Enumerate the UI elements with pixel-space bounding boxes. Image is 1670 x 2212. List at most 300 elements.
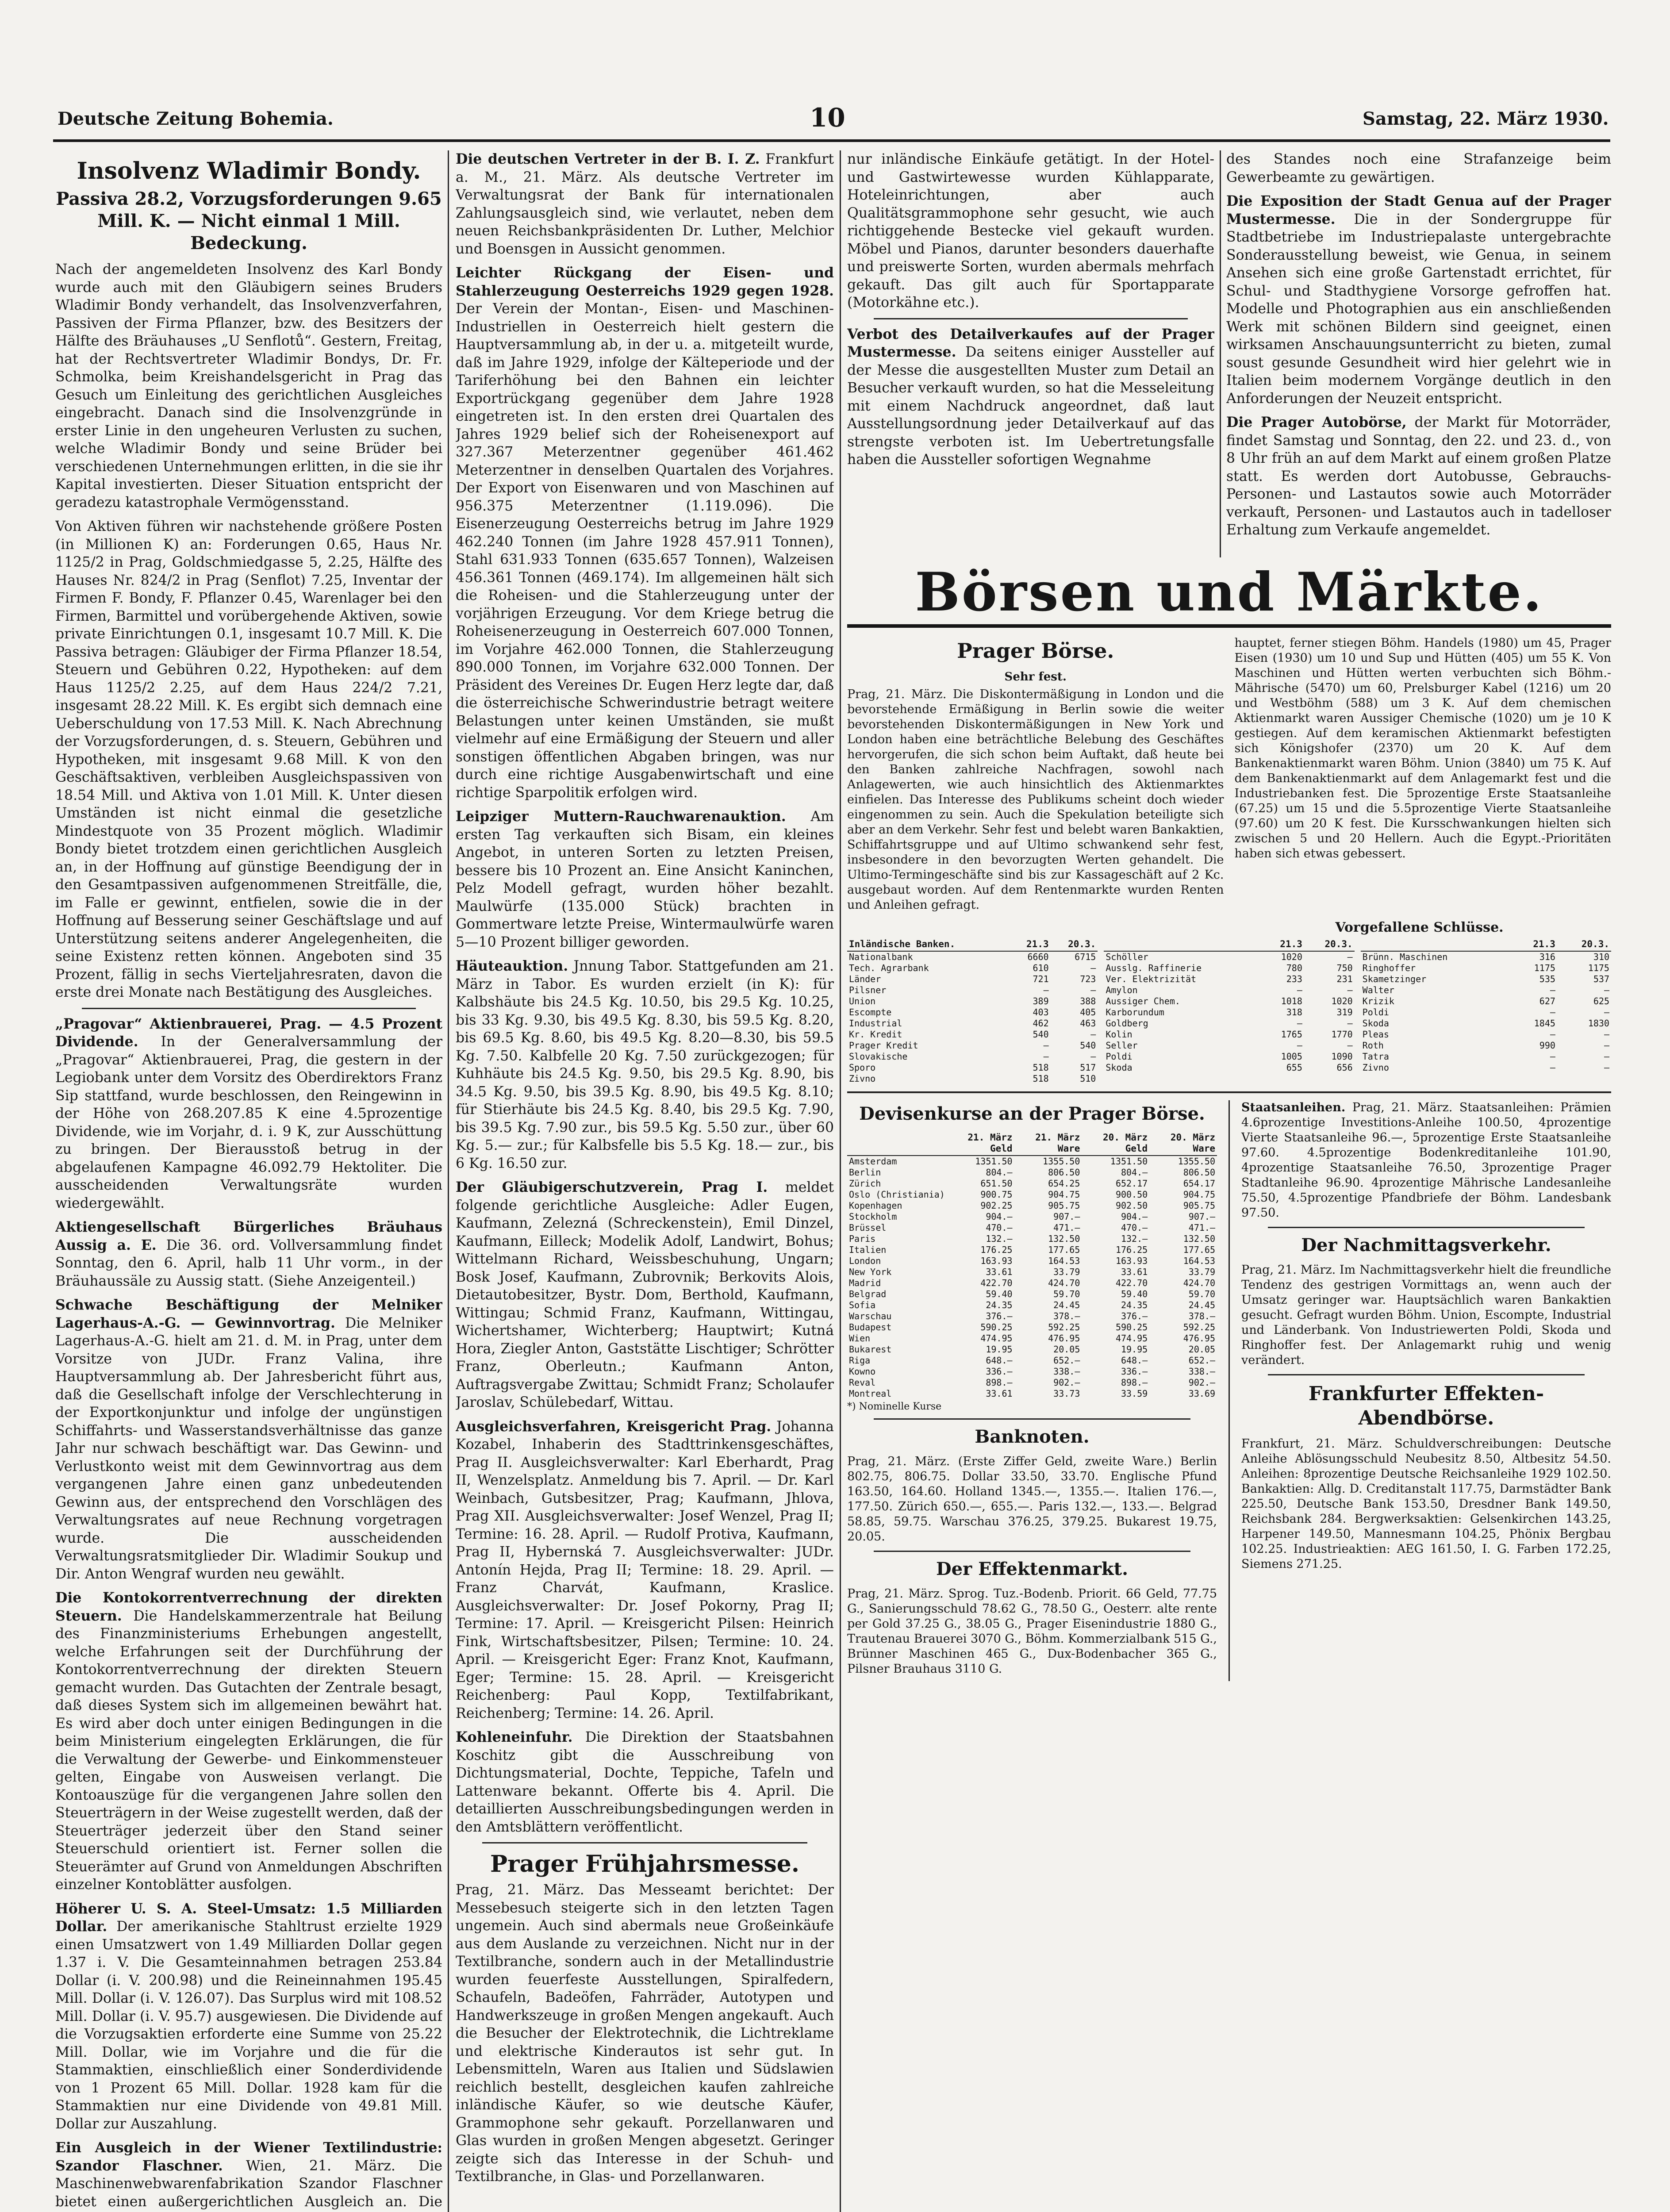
news-kicker: Staatsanleihen.: [1241, 1100, 1346, 1114]
table-row: [847, 1344, 1217, 1355]
table-cell: Montreal: [849, 1388, 892, 1399]
table-cell: Seller: [1106, 1040, 1138, 1051]
news-text: Die Melniker Lagerhaus-A.-G. hielt am 21. d. M. in Prag, unter dem Vorsitze von JUDr. Franz Valina, ihre Hauptversammlung ab. Der Jahresbericht führt aus, daß die Gesellschaft infolge der Verschlechterung in der Exportkonjunktur und infolge der ungünstigen Schiffahrts- und Wasserstandsverhältnisse das ganze Jahr nur schwach beschäftigt war. Das Gewinn- und Verlustkonto weist mit dem Gewinnvortrag aus dem vergangenen Jahre einen ganz unbedeutenden Gewinn aus, der entsprechend den Vorschlägen des Verwaltungsrates auf neue Rechnung vorgetragen wurde. Die ausscheidenden Verwaltungsratsmitglieder Dir. Wladimir Soukup und Dir. Anton Wengraf wurden neu gewählt.: [55, 1315, 442, 1582]
devisen-note: *) Nominelle Kurse: [847, 1401, 942, 1412]
table-cell: Wien: [849, 1333, 871, 1344]
table-cell: Amsterdam: [849, 1156, 897, 1167]
table-cell: 59.40: [986, 1288, 1013, 1299]
table-cell: 723: [1080, 973, 1096, 984]
table-cell: —: [1604, 1062, 1609, 1073]
news-item: [456, 1728, 834, 1836]
table-cell: 24.35: [986, 1299, 1013, 1310]
table-cell: Escompte: [849, 1006, 892, 1018]
table-cell: 900.75: [980, 1189, 1013, 1200]
masthead-rule: [847, 624, 1611, 628]
table-row: [847, 1156, 1217, 1167]
table-cell: 1020: [1281, 951, 1302, 962]
table-cell: 905.75: [1048, 1200, 1080, 1211]
table-row: [847, 1051, 1098, 1062]
news-kicker: Die Prager Autobörse,: [1226, 414, 1407, 430]
table-cell: Länder: [849, 973, 881, 984]
news-text: In der Generalversammlung der „Pragovar“ Aktienbrauerei, Prag, die gestern in der Legiobank unter dem Vorsitz des Oberdirektors Franz Sip stattfand, wurde beschlossen, den Reingewinn in der Höhe von 268.207.85 K eine 4.5prozentige Dividende, wie im Vorjahr, d. i. 9 K, zur Ausschüttung zu bringen. Der Bierausstoß betrug in der abgelaufenen Kampagne 46.092.79 Hektoliter. Die ausscheidenden Verwaltungsräte wurden wiedergewählt.: [55, 1034, 442, 1211]
table-row: [847, 1366, 1217, 1377]
table-cell: 540: [1033, 1029, 1049, 1040]
table-row: [1361, 974, 1611, 985]
table-cell: 904.—: [1121, 1211, 1148, 1222]
table-cell: 721: [1033, 973, 1049, 984]
table-cell: 1175: [1534, 962, 1555, 973]
table-cell: 652.17: [1115, 1178, 1148, 1189]
table-row: [847, 1007, 1098, 1018]
table-cell: 33.79: [1053, 1266, 1080, 1277]
table-cell: 59.70: [1188, 1288, 1215, 1299]
news-item: [456, 264, 834, 802]
table-cell: —: [1550, 1062, 1555, 1073]
table-cell: 424.70: [1048, 1277, 1080, 1288]
table-cell: Reval: [849, 1377, 876, 1388]
news-kicker: Verbot des Detailverkaufes auf der Prager Mustermesse.: [847, 326, 1214, 360]
table-cell: 24.45: [1188, 1299, 1215, 1310]
table-cell: 176.25: [1115, 1244, 1148, 1255]
table-cell: —: [1347, 1040, 1353, 1051]
table-cell: 471.—: [1188, 1222, 1215, 1233]
frankfurter-title: Frankfurter Effekten-Abendbörse.: [1308, 1382, 1544, 1429]
news-item: [1241, 1100, 1611, 1221]
markets-masthead: Börsen und Märkte.: [915, 561, 1543, 623]
news-kicker: „Pragovar“ Aktienbrauerei, Prag. — 4.5 Prozent Dividende.: [55, 1015, 442, 1050]
table-cell: —: [1297, 1040, 1302, 1051]
news-kicker: Schwache Beschäftigung der Melniker Lagerhaus-A.-G. — Gewinnvortrag.: [55, 1297, 442, 1331]
table-row: [847, 1167, 1217, 1178]
table-cell: 6660: [1027, 951, 1049, 962]
table-cell: 648.—: [1121, 1355, 1148, 1366]
table-cell: 163.93: [980, 1255, 1013, 1266]
table-row: [847, 1244, 1217, 1256]
table-cell: 1005: [1281, 1051, 1302, 1062]
table-cell: 1018: [1281, 995, 1302, 1006]
table-row: [1104, 1029, 1354, 1040]
column-rule: [1220, 150, 1221, 557]
table-row: [1361, 1007, 1611, 1018]
news-item: [1226, 192, 1611, 407]
table-row: [847, 1018, 1098, 1029]
table-cell: 132.50: [1183, 1233, 1215, 1244]
divider: [82, 1008, 416, 1009]
news-kicker: Aktiengesellschaft Bürgerliches Bräuhaus Aussig a. E.: [55, 1219, 442, 1253]
table-row: [847, 974, 1098, 985]
nachmittag-text: Prag, 21. März. Im Nachmittagsverkehr hielt die freundliche Tendenz des gestrigen Vormittags an, wenn auch der Umsatz geringer war. Hauptsächlich waren Bankaktien gesucht. Gefragt wurden Böhm. Union, Escompte, Industrial und Länderbank. Von Industriewerten Poldi, Skoda und Ringhoffer fest. Der Anlagemarkt ruhig und wenig verändert.: [1241, 1263, 1611, 1367]
table-cell: 132.50: [1048, 1233, 1080, 1244]
table-cell: Nationalbank: [849, 951, 913, 962]
table-cell: 310: [1593, 951, 1609, 962]
table-row: [847, 1040, 1098, 1051]
table-cell: 1351.50: [1110, 1156, 1148, 1167]
header-paper-name: Deutsche Zeitung Bohemia.: [58, 108, 334, 129]
table-cell: 518: [1033, 1062, 1049, 1073]
table-row: [847, 1200, 1217, 1211]
news-kicker: Kohleneinfuhr.: [456, 1729, 573, 1745]
table-cell: 403: [1033, 1006, 1049, 1018]
table-cell: 905.75: [1183, 1200, 1215, 1211]
table-cell: Berlin: [849, 1167, 881, 1178]
table-row: [1104, 963, 1354, 974]
table-cell: Roth: [1362, 1040, 1384, 1051]
header-rule: [53, 139, 1610, 142]
table-cell: Bukarest: [849, 1344, 892, 1355]
table-row: [847, 1355, 1217, 1366]
table-cell: Zivno: [1362, 1062, 1389, 1073]
table-cell: 592.25: [1183, 1321, 1215, 1333]
table-header: [847, 1131, 947, 1156]
table-cell: 176.25: [980, 1244, 1013, 1255]
table-cell: Italien: [849, 1244, 887, 1255]
table-row: [847, 1189, 1217, 1200]
table-cell: Skametzinger: [1362, 973, 1427, 984]
table-cell: 422.70: [980, 1277, 1013, 1288]
table-cell: 898.—: [986, 1377, 1013, 1388]
table-cell: Zürich: [849, 1178, 881, 1189]
table-cell: 462: [1033, 1018, 1049, 1029]
table-header: 21.3: [1263, 938, 1304, 951]
table-cell: Prager Kredit: [849, 1040, 918, 1051]
table-row: [847, 1300, 1217, 1311]
table-cell: 1765: [1281, 1029, 1302, 1040]
table-cell: 648.—: [986, 1355, 1013, 1366]
table-cell: 470.—: [986, 1222, 1013, 1233]
table-cell: 907.—: [1053, 1211, 1080, 1222]
banknoten-title: Banknoten.: [975, 1426, 1090, 1447]
effekten-title: Der Effektenmarkt.: [936, 1558, 1129, 1579]
table-cell: 518: [1033, 1073, 1049, 1084]
table-cell: Ausslg. Raffinerie: [1106, 962, 1202, 973]
table-cell: 376.—: [1121, 1310, 1148, 1321]
table-cell: 33.79: [1188, 1266, 1215, 1277]
table-cell: 132.—: [1121, 1233, 1148, 1244]
markets-lower-left: [847, 1100, 1217, 1681]
table-cell: 625: [1593, 995, 1609, 1006]
table-header: 20. März Geld: [1082, 1131, 1149, 1156]
table-cell: 590.25: [1115, 1321, 1148, 1333]
table-cell: —: [1347, 1018, 1353, 1029]
table-cell: 627: [1539, 995, 1555, 1006]
table-cell: Kolin: [1106, 1029, 1133, 1040]
article-body: Nach der angemeldeten Insolvenz des Karl Bondy wurde auch mit den Gläubigern seines Bruders Wladimir Bondy verhandelt, das Insolvenzverfahren, Passiven der Firma Pflanzer, bzw. des Besitzers der Hälfte des Bräuhauses „U Senflotů“. Gestern, Freitag, hat der Rechtsvertreter Wladimir Bondys, Dr. Fr. Schmolka, beim Kreishandelsgericht in Prag das Gesuch um Einleitung des gerichtlichen Ausgleiches eingebracht. Danach sind die Insolvenzgründe in erster Linie in den ungeheuren Verlusten zu suchen, welche Wladimir Bondy und seine Brüder bei verschiedenen Unternehmungen erlitten, in die sie ihr Kapital investierten. Dieser Situation entspricht der geradezu katastrophale Vermögensstand.: [55, 261, 442, 511]
table-cell: 422.70: [1115, 1277, 1148, 1288]
table-row: [847, 951, 1098, 963]
table-cell: 1830: [1588, 1018, 1609, 1029]
table-cell: Sporo: [849, 1062, 876, 1073]
table-cell: 1175: [1588, 962, 1609, 973]
table-cell: —: [1090, 1029, 1096, 1040]
column-2: [456, 150, 834, 2212]
news-text: Der amerikanische Stahltrust erzielte 1929 einen Umsatzwert von 1.49 Milliarden Dollar gegen 1.37 i. V. Die Gesamteinnahmen betragen 253.84 Dollar (i. V. 200.98) und die Reineinnahmen 195.45 Mill. Dollar (i. V. 126.07). Das Surplus wird mit 108.52 Mill. Dollar (i. V. 95.7) ausgewiesen. Die Dividende auf die Vorzugsaktien erforderte eine Summe von 25.22 Mill. Dollar, wie im Vorjahre und die für die Stammaktien, einschließlich einer Sonderdividende von 1 Prozent 65 Mill. Dollar. 1928 kam für die Stammaktien nur eine Dividende von 49.81 Mill. Dollar zur Auszahlung.: [55, 1919, 442, 2132]
table-cell: —: [1550, 1006, 1555, 1018]
table-cell: Brüssel: [849, 1222, 887, 1233]
table-cell: —: [1550, 1029, 1555, 1040]
table-row: [847, 985, 1098, 996]
table-cell: 517: [1080, 1062, 1096, 1073]
table-cell: Amylon: [1106, 984, 1138, 995]
news-kicker: Häuteauktion.: [456, 958, 568, 974]
news-item: [456, 957, 834, 1172]
table-cell: Zivno: [849, 1073, 876, 1084]
table-cell: 1770: [1331, 1029, 1353, 1040]
table-cell: Poldi: [1362, 1006, 1389, 1018]
table-row: [1104, 974, 1354, 985]
table-cell: Kowno: [849, 1366, 876, 1377]
effekten-text: Prag, 21. März. Sprog. Tuz.-Bodenb. Priorit. 66 Geld, 77.75 G., Sanierungsschuld 78.62 G., 78.50 G., Oesterr. alte rente per Gold 37.25 G., 38.05 G., Prager Eisenindustrie 1880 G., Trautenau Brauerei 3070 G., Böhm. Kommerzialbank 515 G., Brünner Maschinen 465 G., Dux-Bodenbacher 365 G., Pilsner Brauhaus 3110 G.: [847, 1586, 1217, 1676]
table-cell: Poldi: [1106, 1051, 1133, 1062]
news-item: [55, 1589, 442, 1894]
news-kicker: Höherer U. S. A. Steel-Umsatz: 1.5 Milliarden Dollar.: [55, 1900, 442, 1935]
table-cell: 20.05: [1053, 1344, 1080, 1355]
table-cell: 804.—: [1121, 1167, 1148, 1178]
news-text: Frankfurt a. M., 21. März. Als deutsche Vertreter im Verwaltungsrat der Bank für internationalen Zahlungsausgleich sind, wie verlautet, neben dem neuen Reichsbankpräsidenten Dr. Luther, Melchior und Boensgen in Aussicht genommen.: [456, 151, 834, 257]
table-cell: 535: [1539, 973, 1555, 984]
table-cell: 164.53: [1183, 1255, 1215, 1266]
table-header: 21.3: [1012, 938, 1051, 951]
schluesse-table-b: [1104, 938, 1354, 1073]
table-row: [1361, 1018, 1611, 1029]
table-cell: 33.69: [1188, 1388, 1215, 1399]
table-row: [847, 1278, 1217, 1289]
article-body: Von Aktiven führen wir nachstehende größere Posten (in Millionen K) an: Forderungen 0.65, Haus Nr. 1125/2 in Prag, Goldschmiedgasse 5, 2.25, Hälfte des Hauses Nr. 824/2 in Prag (Senflot) 7.25, Inventar der Firmen F. Bondy, F. Pflanzer 0.45, Warenlager bei den Firmen, Barmittel und vorübergehende Aktiven, sowie private Einrichtungen 0.1, insgesamt 10.7 Mill. K. Die Passiva betragen: Gläubiger der Firma Pflanzer 18.54, Steuern und Gebühren 0.22, Hypotheken: auf dem Haus 1125/2 2.25, auf dem Haus 224/2 7.21, insgesamt 28.22 Mill. K. Es ergibt sich demnach eine Ueberschuldung von 17.53 Mill. K. Nach Abrechnung der Vorzugsforderungen, d. s. Steuern, Gebühren und Hypotheken, mit insgesamt 9.68 Mill. K von den Geschäftsaktiven, verbleiben Ausgleichspassiven von 18.54 Mill. und Aktiva von 1.01 Mill. K. Unter diesen Umständen ist nicht einmal die gesetzliche Mindestquote von 35 Prozent möglich. Wladimir Bondy bietet trotzdem einen gerichtlichen Ausgleich an, in der Hoffnung auf günstige Beendigung der in den Gesamtpassiven aufgenommenen Streitfälle, die, im Falle er gewinnt, entfielen, sowie die in der Hoffnung auf Besserung seiner Geschäftslage und auf Unterstützung seitens anderer Angelegenheiten, die seine Existenz retten können. Angeboten sind 35 Prozent, fällig in sechs Vierteljahresraten, davon die erste drei Monate nach Bestätigung des Ausgleiches.: [55, 518, 442, 1001]
table-row: [847, 996, 1098, 1007]
table-cell: 378.—: [1053, 1310, 1080, 1321]
table-cell: 654.25: [1048, 1178, 1080, 1189]
table-cell: 537: [1593, 973, 1609, 984]
table-cell: 6715: [1075, 951, 1096, 962]
table-cell: 1845: [1534, 1018, 1555, 1029]
article-body: nur inländische Einkäufe getätigt. In der Hotel- und Gastwirtewesse wurden Kühlapparate, Hoteleinrichtungen, aber auch Qualitätsgrammophone sehr gesucht, wie auch richtiggehende Bestecke viel gekauft wurden. Möbel und Pianos, darunter besonders dauerhafte und preiswerte Sorten, wurden abermals mehrfach gekauft. Das gilt auch für Sportapparate (Motorkähne etc.).: [847, 151, 1214, 311]
table-cell: Ver. Elektrizität: [1106, 973, 1197, 984]
table-row: [847, 1267, 1217, 1278]
table-cell: 33.59: [1121, 1388, 1148, 1399]
table-cell: —: [1604, 1029, 1609, 1040]
column-3-top: [847, 150, 1214, 557]
table-row: [1104, 1007, 1354, 1018]
table-cell: —: [1043, 1040, 1049, 1051]
table-cell: —: [1550, 984, 1555, 995]
table-cell: —: [1297, 1018, 1302, 1029]
table-cell: 316: [1539, 951, 1555, 962]
prager-boerse-tendency: Sehr fest.: [1004, 670, 1067, 684]
column-4-top: [1226, 150, 1611, 557]
table-cell: Kopenhagen: [849, 1200, 902, 1211]
column-1: [55, 150, 442, 2212]
table-row: [847, 963, 1098, 974]
table-cell: 902.25: [980, 1200, 1013, 1211]
table-row: [847, 1211, 1217, 1222]
table-row: [847, 1322, 1217, 1333]
table-cell: Paris: [849, 1233, 876, 1244]
article-body: Prag, 21. März. Das Messeamt berichtet: Der Messebesuch steigerte sich in den letzten Tagen ungemein. Auch sind abermals neue Großeinkäufe aus dem Auslande zu verzeichnen. Nicht nur in der Textilbranche, sondern auch in der Metallindustrie wurden feuerfeste Ausstellungen, Spiralfedern, Schaufeln, Badeöfen, Fahrräder, Autotypen und Handwerkszeuge in großen Mengen angekauft. Auch die Besucher der Elektrotechnik, die Lichtreklame und elektrische Kinderautos ist sehr gut. In Lebensmitteln, Waren aus Italien und Südslawien reichlich bestellt, desgleichen kaufen zahlreiche inländische Käufer, so wie deutsche Käufer, Grammophone sehr gekauft. Porzellanwaren und Glas wurden in großen Mengen abgesetzt. Geringer zeigte sich das Interesse in der Schuh- und Textilbranche, in Glas- und Porzellanwaren.: [456, 1882, 834, 2185]
table-cell: Budapest: [849, 1321, 892, 1333]
table-row: [847, 1333, 1217, 1344]
table-cell: 132.—: [986, 1233, 1013, 1244]
table-cell: 610: [1033, 962, 1049, 973]
table-cell: 318: [1286, 1006, 1302, 1018]
news-item: [55, 1900, 442, 2133]
table-cell: 405: [1080, 1006, 1096, 1018]
table-cell: 590.25: [980, 1321, 1013, 1333]
table-cell: 471.—: [1053, 1222, 1080, 1233]
table-cell: 388: [1080, 995, 1096, 1006]
table-row: [1104, 996, 1354, 1007]
news-item: [55, 1218, 442, 1290]
table-cell: 474.95: [980, 1333, 1013, 1344]
divider: [1268, 1374, 1585, 1375]
table-row: [847, 1289, 1217, 1300]
table-cell: 319: [1336, 1006, 1353, 1018]
table-cell: Kr. Kredit: [849, 1029, 902, 1040]
schluesse-title: Vorgefallene Schlüsse.: [1335, 919, 1504, 935]
header-page-number: 10: [810, 103, 845, 133]
table-cell: 904.75: [1048, 1189, 1080, 1200]
table-cell: Madrid: [849, 1277, 881, 1288]
table-cell: Sofia: [849, 1299, 876, 1310]
news-text: Die in der Sondergruppe für Stadtbetriebe im Industriepalaste untergebrachte Sonderausstellung beweist, wie Genua, in seinem Ansehen sich eine große Gartenstadt errichtet, für Schul- und Stadthygiene Vorsorge gefroffen hat. Modelle und Photographien aus ein anschließenden Werk mit schönen Bildern sind geeignet, einen wirksamen Anschauungsunterricht zu bieten, zumal soust gesunde Gesundheit wird hier gelehrt wie in Italien beim modernem Vorgänge deutlich in den Anforderungen der Neuzeit entspricht.: [1226, 211, 1611, 407]
table-cell: 476.95: [1048, 1333, 1080, 1344]
table-cell: 651.50: [980, 1178, 1013, 1189]
news-text: Am ersten Tag verkauften sich Bisam, ein kleines Angebot, in unteren Sorten zu letzten Preisen, bessere bis 10 Prozent an. Eine Ansicht Kaninchen, Pelz Modell gefragt, wurden höher bezahlt. Maulwürfe (135.000 Stück) brachten in Gommertware letzte Preise, Wintermaulwürfe waren 5—10 Prozent billiger geworden.: [456, 809, 834, 950]
table-cell: 33.61: [986, 1388, 1013, 1399]
news-kicker: Der Gläubigerschutzverein, Prag I.: [456, 1179, 768, 1195]
table-row: [1104, 1051, 1354, 1062]
schluesse-table-a: [847, 938, 1098, 1084]
column-rule: [840, 150, 841, 2212]
news-text: Prag, 21. März. Staatsanleihen: Prämien 4.6prozentige Investitions-Anleihe 100.50, 4prozentige Vierte Staatsanleihe 96.—, 5prozentige Erste Staatsanleihe 97.60. 4.5prozentige Bodenkreditanleihe 101.90, 4prozentige Staatsanleihe 76.50, 3prozentige Prager Stadtanleihe 96.90. 4prozentige Mährische Landesanleihe 75.50, 4.5prozentige Pfandbriefe der Böhm. Landesbank 97.50.: [1241, 1100, 1611, 1220]
table-cell: Warschau: [849, 1310, 892, 1321]
column-rule: [448, 150, 449, 2212]
table-cell: Krizik: [1362, 995, 1394, 1006]
table-cell: 1090: [1331, 1051, 1353, 1062]
table-cell: 510: [1080, 1073, 1096, 1084]
table-cell: 652.—: [1053, 1355, 1080, 1366]
table-cell: 904.—: [986, 1211, 1013, 1222]
table-row: [847, 1073, 1098, 1084]
table-cell: 592.25: [1048, 1321, 1080, 1333]
table-cell: Pilsner: [849, 984, 887, 995]
news-item: [1226, 414, 1611, 539]
table-cell: 900.50: [1115, 1189, 1148, 1200]
table-header: 21.3: [1513, 938, 1557, 951]
table-cell: 806.50: [1048, 1167, 1080, 1178]
news-kicker: Die Exposition der Stadt Genua auf der Prager Mustermesse.: [1226, 193, 1611, 227]
table-cell: 907.—: [1188, 1211, 1215, 1222]
table-row: [1361, 1062, 1611, 1073]
table-header: 20.3.: [1051, 938, 1098, 951]
table-cell: 902.—: [1188, 1377, 1215, 1388]
table-cell: Oslo (Christiania): [849, 1189, 945, 1200]
table-cell: —: [1604, 1040, 1609, 1051]
table-cell: —: [1347, 984, 1353, 995]
news-text: Wien, 21. März. Die Maschinenwebwarenfabrikation Szandor Flaschner bietet einen außergerichtlichen Ausgleich an. Die: [55, 2158, 442, 2210]
table-cell: Belgrad: [849, 1288, 887, 1299]
news-text: Der Verein der Montan-, Eisen- und Maschinen-Industriellen in Oesterreich hielt gestern die Hauptversammlung ab, in der u. a. mitgeteilt wurde, daß im Jahre 1929, infolge der Kälteperiode und der Tariferhöhung bei den Bahnen ein leichter Exportrückgang gegenüber dem Jahre 1928 eingetreten ist. In den ersten drei Quartalen des Jahres 1929 belief sich der Roheisenexport auf 327.367 Meterzentner gegenüber 461.462 Meterzentner in denselben Quartalen des Vorjahres. Der Export von Eisenwaren und von Maschinen auf 956.375 Meterzentner (1.119.096). Die Eisenerzeugung Oesterreichs betrug im Jahre 1929 462.240 Tonnen (im Jahre 1928 457.911 Tonnen), Stahl 631.933 Tonnen (635.657 Tonnen), Walzeisen 456.361 Tonnen (469.174). Im allgemeinen hält sich die Roheisen- und die Stahlerzeugung unter der vorjährigen Erzeugung. Vor dem Kriege betrug die Roheisenerzeugung in Oesterreich 607.000 Tonnen, im Vorjahre 462.000 Tonnen, die Stahlerzeugung 890.000 Tonnen, im Vorjahre 632.000 Tonnen. Der Präsident des Vereines Dr. Eugen Herz legte dar, daß die österreichische Schwerindustrie betragt weitere Belastungen unter keinen Umständen, sie mußt vielmehr auf eine Ermäßigung der Steuern und aller sonstigen öffentlichen Abgaben bringen, was nur durch eine richtige Ausgabenwirtschaft und eine richtige Sparpolitik erfolgen wird.: [456, 301, 834, 801]
news-text: Die Handelskammerzentrale hat Beilung des Finanzministeriums Erhebungen angestellt, welche Erfahrungen seit der Durchführung der Kontokorrentverrechnung der direkten Steuern gemacht wurden. Das Gutachten der Zentrale besagt, daß dieses System sich im allgemeinen bewährt hat. Es wird aber doch unter einigen Bedingungen in die beim Ministerium eingelegten Erklärungen, die für die Verwaltung der Gewerbe- und Einkommensteuer gelten, Eingabe von Ausweisen verlangt. Die Kontoauszüge für die vergangenen Jahre sollen den Steuerträgern in der Weise zugestellt werden, daß der Steuerträger jederzeit über den Stand seiner Steuerschuld orientiert ist. Ferner sollen die Steuerämter auf Grund von Anmeldungen Abschriften einzelner Kontoblätter ausfolgen.: [55, 1608, 442, 1893]
table-cell: —: [1550, 1051, 1555, 1062]
table-row: [847, 1178, 1217, 1189]
table-cell: —: [1297, 984, 1302, 995]
table-row: [1104, 1018, 1354, 1029]
table-cell: Goldberg: [1106, 1018, 1148, 1029]
table-cell: 59.70: [1053, 1288, 1080, 1299]
table-cell: 19.95: [986, 1344, 1013, 1355]
news-text: Johanna Kozabel, Inhaberin des Stadttrinkensgeschäftes, Prag II. Ausgleichsverwalter: Karl Eberhardt, Prag II, Wenzelsplatz. Anmeldung bis 7. April. — Dr. Karl Weinbach, Gutsbesitzer, Prag; Kaufmann, Jhlova, Prag XII. Ausgleichsverwalter: Josef Wenzel, Prag II; Termine: 16. 28. April. — Rudolf Protiva, Kaufmann, Prag II, Hybernská 7. Ausgleichsverwalter: JUDr. Antonín Hejda, Prag II; Termine: 18. 29. April. — Franz Charvát, Kaufmann, Kraslice. Ausgleichsverwalter: Dr. Josef Pokorny, Prag II; Termine: 17. April. — Kreisgericht Pilsen: Heinrich Fink, Wirtschaftsbesitzer, Pilsen; Termine: 10. 24. April. — Kreisgericht Eger: Franz Knot, Kaufmann, Eger; Termine: 15. 28. April. — Kreisgericht Reichenberg: Paul Kopp, Textilfabrikant, Reichenberg; Termine: 14. 26. April.: [456, 1418, 834, 1721]
schluesse-tables: [847, 938, 1611, 1084]
table-cell: 1355.50: [1043, 1156, 1080, 1167]
table-row: [1104, 985, 1354, 996]
prager-boerse-block: [847, 636, 1224, 917]
table-cell: —: [1604, 1051, 1609, 1062]
table-cell: 33.61: [986, 1266, 1013, 1277]
prager-boerse-continued: [1235, 636, 1612, 917]
news-text: Da seitens einiger Aussteller auf der Messe die ausgestellten Muster zum Detail an Besucher verkauft wurden, so hat die Messeleitung mit einem Nachdruck angeordnet, daß laut Ausstellungsordnung jeder Detailverkauf auf das strengste verboten ist. Im Uebertretungsfalle haben die Aussteller sofortigen Wegnahme: [847, 344, 1214, 468]
divider: [847, 1091, 1611, 1093]
table-row: [1104, 951, 1354, 963]
table-cell: 1020: [1331, 995, 1353, 1006]
news-item: [456, 1179, 834, 1412]
table-row: [847, 1062, 1098, 1073]
table-cell: 20.05: [1188, 1344, 1215, 1355]
banknoten-text: Prag, 21. März. (Erste Ziffer Geld, zweite Ware.) Berlin 802.75, 806.75. Dollar 33.50, 33.70. Englische Pfund 163.50, 164.60. Holland 1345.—, 1355.—. Italien 176.—, 177.50. Zürich 650.—, 655.—. Paris 132.—, 133.—. Belgrad 58.85, 59.75. Warschau 376.25, 379.25. Bukarest 19.75, 20.05.: [847, 1454, 1217, 1544]
news-item: [55, 2139, 442, 2212]
table-header: Inländische Banken.: [847, 938, 1012, 951]
table-row: [1104, 1040, 1354, 1051]
news-kicker: Leichter Rückgang der Eisen- und Stahlerzeugung Oesterreichs 1929 gegen 1928.: [456, 265, 834, 299]
table-cell: Brünn. Maschinen: [1362, 951, 1448, 962]
table-cell: Ringhoffer: [1362, 962, 1416, 973]
table-cell: Riga: [849, 1355, 871, 1366]
schluesse-table-c: [1361, 938, 1611, 1073]
nachmittag-title: Der Nachmittagsverkehr.: [1301, 1234, 1551, 1256]
table-cell: —: [1604, 984, 1609, 995]
table-cell: 389: [1033, 995, 1049, 1006]
table-cell: 336.—: [1121, 1366, 1148, 1377]
table-cell: Slovakische: [849, 1051, 908, 1062]
prager-boerse-report-continued: hauptet, ferner stiegen Böhm. Handels (1980) um 45, Prager Eisen (1930) um 10 und Sup und Hütten (405) um 55 K. Von Maschinen und Hütten werten verbuchten sich Böhm.-Mährische (5470) um 60, Prelsburger Kabel (1216) um 20 und Westböhm (588) um 3 K. Auf dem chemischen Aktienmarkt waren Aussiger Chemische (1020) um je 10 K gestiegen. Auf dem keramischen Aktienmarkt befestigten sich Königshofer (2370) um 20 K. Auf dem Bankenaktienmarkt waren Böhm. Union (3840) um 75 K. Auf dem Bankenaktienmarkt auf dem Anlagemarkt fest und die Industriebanken fest. Die 5prozentige Erste Staatsanleihe (67.25) um 15 und die 5.5prozentige Vierte Staatsanleihe (97.60) um 20 K fest. Die Kursschwankungen hielten sich zwischen 5 und 20 Hellern. Auch die Egypt.-Prioritäten haben sich etwas gebessert.: [1234, 636, 1611, 860]
table-cell: Union: [849, 995, 876, 1006]
table-row: [847, 1311, 1217, 1322]
markets-section: [847, 560, 1611, 2212]
table-cell: 59.40: [1121, 1288, 1148, 1299]
news-text: Die Direktion der Staatsbahnen Koschitz gibt die Ausschreibung von Dichtungsmaterial, Dochte, Teppiche, Tafeln und Lattenware bekannt. Offerte bis 4. April. Die detaillierten Ausschreibungsbedingungen werden in den Amtsblättern veröffentlicht.: [456, 1729, 834, 1835]
table-cell: Skoda: [1362, 1018, 1389, 1029]
table-cell: 990: [1539, 1040, 1555, 1051]
table-cell: 424.70: [1183, 1277, 1215, 1288]
table-cell: —: [1347, 951, 1353, 962]
table-cell: 378.—: [1188, 1310, 1215, 1321]
divider: [874, 1418, 1190, 1420]
table-cell: 338.—: [1188, 1366, 1215, 1377]
table-cell: —: [1090, 1051, 1096, 1062]
section-title-fruehjahrsmesse: Prager Frühjahrsmesse.: [490, 1851, 799, 1878]
table-header: 21. März Geld: [947, 1131, 1014, 1156]
table-cell: 904.75: [1183, 1189, 1215, 1200]
table-cell: Aussiger Chem.: [1106, 995, 1180, 1006]
divider: [874, 1551, 1190, 1552]
table-cell: 474.95: [1115, 1333, 1148, 1344]
table-row: [1361, 985, 1611, 996]
column-rule: [1229, 1100, 1230, 1681]
news-item: [847, 326, 1214, 469]
table-row: [1361, 1029, 1611, 1040]
table-cell: 231: [1336, 973, 1353, 984]
table-cell: 33.73: [1053, 1388, 1080, 1399]
table-cell: London: [849, 1255, 881, 1266]
devisen-title: Devisenkurse an der Prager Börse.: [859, 1103, 1205, 1124]
